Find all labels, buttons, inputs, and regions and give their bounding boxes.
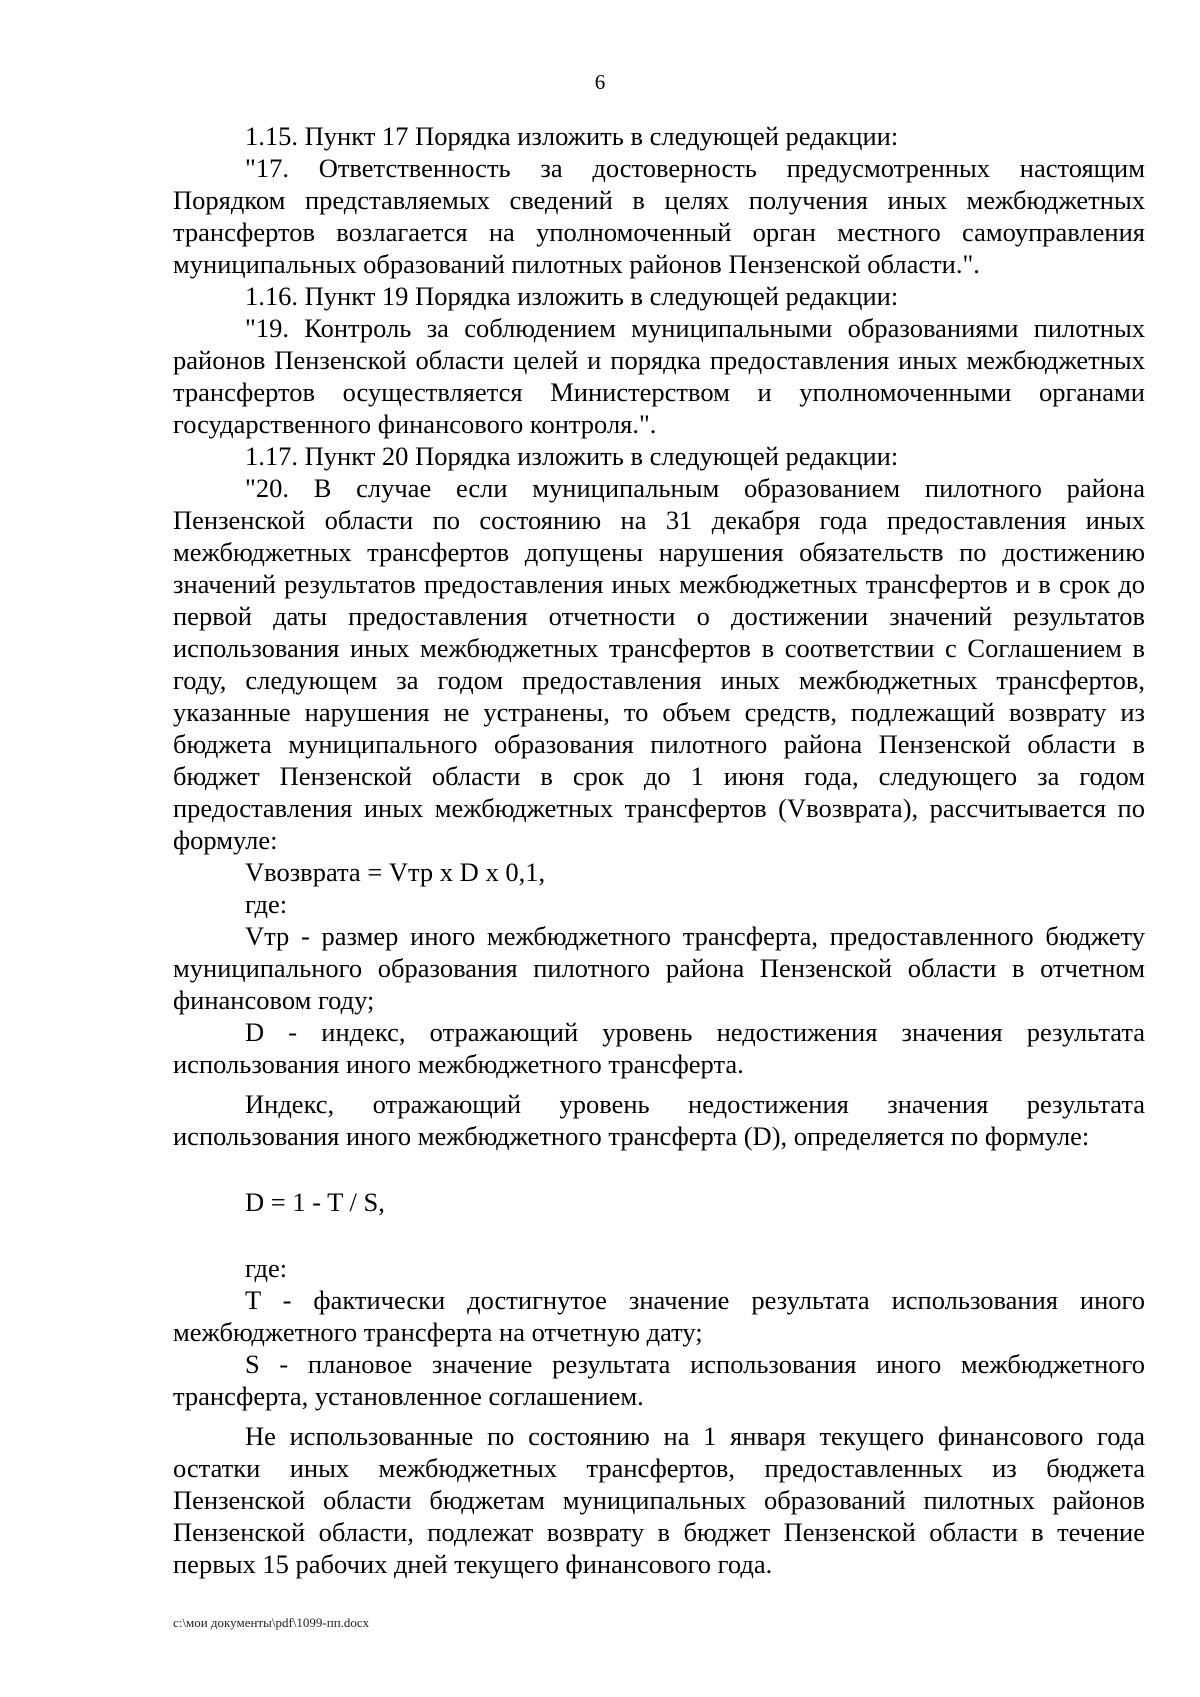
document-body <box>173 120 1145 1580</box>
definition-t: T - фактически достигнутое значение результата использования иного межбюджетного трансферта на отчетную дату; <box>173 1285 1145 1347</box>
formula-v-return: Vвозврата = Vтр x D x 0,1, <box>245 857 546 887</box>
definition-d: D - индекс, отражающий уровень недостижения значения результата использования иного межбюджетного трансферта. <box>173 1017 1145 1079</box>
paragraph-unused-balances: Не использованные по состоянию на 1 января текущего финансового года остатки иных межбюджетных трансфертов, предоставленных из бюджета Пензенской области бюджетам муниципальных образований пилотных районов Пензенской области, подлежат возврату в бюджет Пензенской области в течение первых 15 рабочих дней текущего финансового года. <box>173 1421 1145 1579</box>
definition-s: S - плановое значение результата использования иного межбюджетного трансферта, установленное соглашением. <box>173 1349 1145 1411</box>
paragraph-1-17-heading: 1.17. Пункт 20 Порядка изложить в следующей редакции: <box>245 441 899 471</box>
page-number: 6 <box>594 70 606 94</box>
footer-file-path: c:\мои документы\pdf\1099-пп.docx <box>173 1615 370 1630</box>
definition-vtr: Vтр - размер иного межбюджетного трансферта, предоставленного бюджету муниципального образования пилотного района Пензенской области в отчетном финансовом году; <box>173 921 1145 1015</box>
paragraph-index-d: Индекс, отражающий уровень недостижения значения результата использования иного межбюджетного трансферта (D), определяется по формуле: <box>173 1089 1145 1151</box>
paragraph-1-15-heading: 1.15. Пункт 17 Порядка изложить в следующей редакции: <box>245 121 899 151</box>
paragraph-item-19: "19. Контроль за соблюдением муниципальными образованиями пилотных районов Пензенской области целей и порядка предоставления иных межбюджетных трансфертов осуществляется Министерством и уполномоченными органами государственного финансового контроля.". <box>173 313 1145 439</box>
paragraph-1-16-heading: 1.16. Пункт 19 Порядка изложить в следующей редакции: <box>245 281 899 311</box>
formula-d: D = 1 - T / S, <box>245 1187 385 1217</box>
where-label: где: <box>245 1253 288 1283</box>
paragraph-item-17: "17. Ответственность за достоверность предусмотренных настоящим Порядком представляемых сведений в целях получения иных межбюджетных трансфертов возлагается на уполномоченный орган местного самоуправления муниципальных образований пилотных районов Пензенской области.". <box>173 153 1145 279</box>
where-label: где: <box>245 889 288 919</box>
paragraph-item-20: "20. В случае если муниципальным образованием пилотного района Пензенской области по состоянию на 31 декабря года предоставления иных межбюджетных трансфертов допущены нарушения обязательств по достижению значений результатов предоставления иных межбюджетных трансфертов и в срок до первой даты предоставления отчетности о достижении значений результатов использования иных межбюджетных трансфертов в соответствии с Соглашением в году, следующем за годом предоставления иных межбюджетных трансфертов, указанные нарушения не устранены, то объем средств, подлежащий возврату из бюджета муниципального образования пилотного района Пензенской области в бюджет Пензенской области в срок до 1 июня года, следующего за годом предоставления иных межбюджетных трансфертов (Vвозврата), рассчитывается по формуле: <box>173 473 1145 855</box>
